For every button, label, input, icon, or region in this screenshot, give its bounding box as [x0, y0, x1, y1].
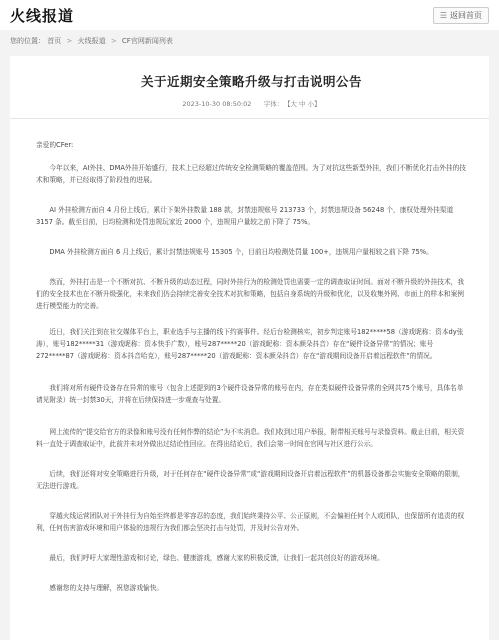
paragraph: 后续，我们还将对安全策略进行升级，对于任何存在“硬件设备异常”或“游戏期间设备开启着远程软件”的机器设备都会实施安全策略的限制，无法进行游戏。: [36, 470, 465, 490]
article-date: 2023-10-30 08:50:02: [182, 100, 252, 108]
site-header: [0, 0, 499, 30]
article-card: [10, 56, 489, 640]
article-body: [36, 139, 467, 594]
list-icon: ☰: [439, 10, 447, 20]
back-to-home-button[interactable]: [433, 7, 489, 24]
paragraph: 感谢您的支持与理解，祝您游戏愉快。: [49, 584, 164, 592]
paragraph: DMA 外挂检测方面自 6 月上线后，累计封禁违规账号 15305 个，目前日均检测处罚量 100+，违规用户量相较之前下降 75%。: [49, 248, 433, 256]
article-title: 关于近期安全策略升级与打击说明公告: [140, 74, 362, 89]
breadcrumb-separator: >: [110, 37, 117, 45]
greeting: 亲爱的CFer:: [36, 141, 74, 149]
site-title: 火线报道: [10, 6, 75, 25]
breadcrumb: [0, 30, 499, 52]
back-to-home-label: 返回首页: [450, 10, 482, 20]
paragraph: 穿越火线运营团队对于外挂行为自始至终都是零容忍的态度，我们始终秉持公平、公正原则，不会偏袒任何个人或团队，也保留所有追责的权利，任何伤害游戏环境和用户体验的违规行为我们都会坚决打击与处罚，并及时公告对外。: [36, 512, 465, 532]
font-size-options[interactable]: 【大 中 小】: [287, 100, 321, 108]
breadcrumb-item-section[interactable]: 火线报道: [77, 37, 106, 45]
paragraph: 网上流传的“提交给官方的录像和账号没有任何作弊的结论”为不实消息。我们收到过用户举报，附带相关账号与录像资料。截止目前，相关资料一直处于调查取证中，此前并未对外做出过结论性回应。在得出结论后，我们会第一时间在官网与社区进行公示。: [36, 428, 465, 448]
paragraph: 今年以来，AI外挂、DMA外挂开始盛行，技术上已经超过传统安全检测策略的覆盖范围。为了对抗这些新型外挂，我们不断优化打击外挂的技术和策略，并已经取得了阶段性的进展。: [36, 164, 466, 184]
paragraph: AI 外挂检测方面自 4 月份上线后，累计下架外挂数量 188 款，封禁违规账号 213733 个，封禁违规设备 56248 个，康权处理外挂渠道 3157 条。截至目前，日均检测和处罚违规玩家近 2000 个，违规用户量较之前下降了 75%。: [36, 206, 454, 226]
divider: [10, 118, 489, 119]
breadcrumb-item-list[interactable]: CF官网新闻列表: [121, 37, 173, 45]
breadcrumb-prefix: 您的位置：: [10, 37, 45, 45]
paragraph: 近日，我们关注到在社交媒体平台上，职业选手与主播的线下约赛事件。经后台检测核实，初步判定账号182*****58（游戏昵称：资本dy张涛），账号182*****31（游戏昵称：资本快手广数），账号287*****20（游戏昵称：资本颜朵抖音）存在“硬件设备异常”的情况；账号272*****87（游戏昵称：资本抖音哈克），账号287*****20（游戏昵称：资本颜朵抖音）存在“游戏期间设备开启着远程软件”的情况。: [36, 328, 464, 360]
font-size-label: 字体：: [263, 100, 284, 108]
article-meta: [36, 99, 467, 108]
paragraph: 最后，我们呼吁大家理性游戏和讨论，绿色、健康游戏，感谢大家的积极反馈，让我们一起共创良好的游戏环境。: [49, 554, 384, 562]
paragraph: 然而，外挂打击是一个不断对抗、不断升级的动态过程，同时外挂行为的检测处罚也需要一定的调查取证时间。面对不断升级的外挂技术，我们的安全技术也在不断升级强化，未来我们仍会持续完善安全技术对抗和策略，包括自身系统的升级和优化，以及收集外网、市面上的样本和案例进行模型能力的完善。: [36, 278, 465, 310]
breadcrumb-item-home[interactable]: 首页: [47, 37, 62, 45]
paragraph: 我们将对所有硬件设备存在异常的账号（包含上述提到的3个硬件设备异常的账号在内，存在类似硬件设备异常的全网共75个账号，具体名单请见附录）统一封禁30天，并将在后续保持进一步观查与处置。: [36, 384, 464, 404]
breadcrumb-separator: >: [66, 37, 73, 45]
